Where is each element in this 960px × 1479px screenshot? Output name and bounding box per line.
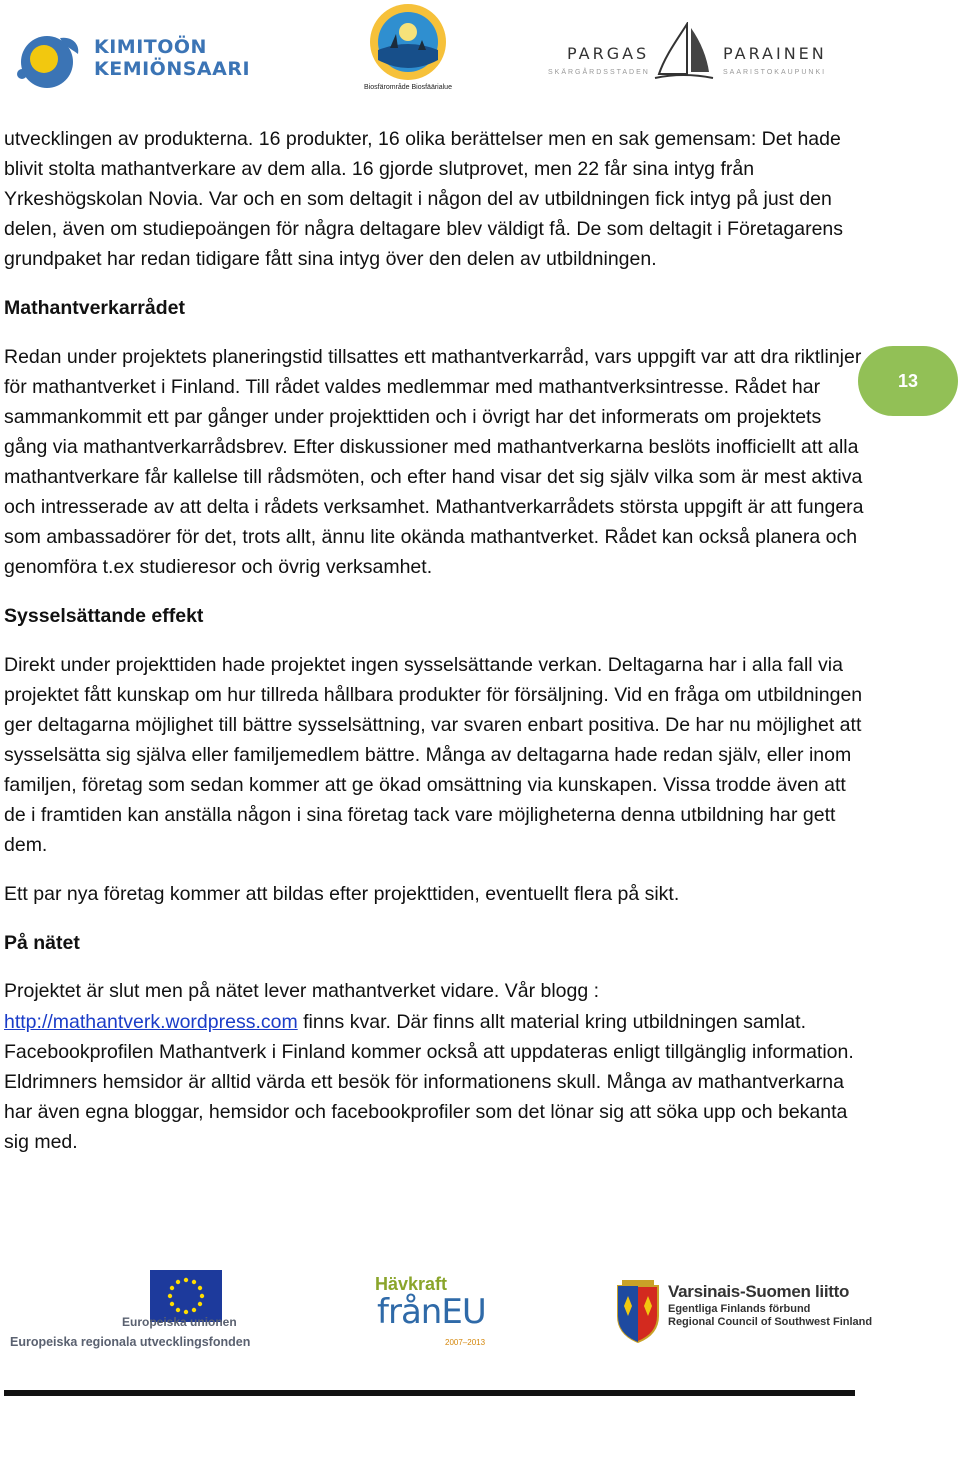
kimito-name-swedish: KIMITOÖN xyxy=(94,36,207,58)
biosphere-logo xyxy=(362,2,454,94)
section-heading-sysselsattande: Sysselsättande effekt xyxy=(4,605,204,628)
pargas-name: PARGAS xyxy=(567,44,650,63)
pargas-parainen-logo xyxy=(545,22,825,82)
parainen-subtitle: SAARISTOKAUPUNKI xyxy=(723,69,827,76)
biosphere-seal-icon xyxy=(362,2,454,86)
section-heading-pa-natet: På nätet xyxy=(4,931,80,954)
pargas-subtitle: SKÄRGÅRDSSTADEN xyxy=(548,69,650,76)
section-paragraph-mathantverkarradet: Redan under projektets planeringstid tillsattes ett mathantverkarråd, vars uppgift var att dra riktlinjer för mathantverket i Finland. Till rådet valdes medlemmar med mathantverksintresse. Rådet har sammankommit ett par gånger under projekttiden och i övrigt har det informerats om projektets gång via mathantverkarrådsbrev. Efter diskussioner med mathantverkarna beslöts inofficiellt att alla mathantverkare får kallelse till rådsmöten, och efter hand visar det sig själv vilka som är mest aktiva och intresserade av att delta i rådets verksamhet. Mathantverkarrådets största uppgift är att fungera som ambassadörer för det, trots allt, ännu lite okända mathantverket. Rådet kan också planera och genomföra t.ex studieresor och övrig verksamhet. xyxy=(4,345,864,579)
vsl-title: Varsinais-Suomen liitto xyxy=(668,1282,850,1301)
varsinais-suomen-liitto-logo xyxy=(614,1278,873,1354)
main-content xyxy=(4,124,864,1176)
parainen-name: PARAINEN xyxy=(723,44,827,63)
havkraft-main-text: frånEU xyxy=(377,1292,486,1332)
kimito-emblem-icon xyxy=(14,28,86,94)
eu-logo xyxy=(10,1270,251,1350)
page-header xyxy=(0,0,960,100)
havkraft-top-text: Hävkraft xyxy=(375,1274,448,1294)
footer-bar xyxy=(4,1390,855,1479)
blog-link[interactable]: http://mathantverk.wordpress.com xyxy=(4,1010,298,1033)
kimito-name-finnish: KEMIÖNSAARI xyxy=(94,58,251,80)
footer-logos xyxy=(0,1262,960,1362)
havkraft-years: 2007–2013 xyxy=(445,1338,486,1347)
eu-fund-name: Europeiska regionala utvecklingsfonden xyxy=(10,1335,251,1349)
kimito-logo xyxy=(14,28,249,94)
page-number-badge: 13 xyxy=(858,346,958,416)
section-heading-mathantverkarradet: Mathantverkarrådet xyxy=(4,297,185,320)
vsl-subtitle-english: Regional Council of Southwest Finland xyxy=(668,1316,873,1328)
section-paragraph-pa-natet xyxy=(4,976,864,1157)
biosphere-caption: Biosfärområde Biosfäärialue xyxy=(364,84,452,91)
section-paragraph-sysselsattande-1: Direkt under projekttiden hade projektet ingen sysselsättande verkan. Deltagarna har i alla fall via projektet fått kunskap om hur tillreda hållbara produkter för försäljning. Vid en fråga om utbildningen ger deltagarna möjlighet till bättre sysselsättning, var svaren enbart positiva. De har nu möjlighet att sysselsätta sig själva eller familjemedlem bättre. Många av deltagarna hade redan själv, eller inom familjen, företag som sedan kommer att ge ökad omsättning via kunskapen. Vissa trodde även att de i framtiden kan anställa någon i sina företag tack vare möjligheterna denna utbildning har gett dem. xyxy=(4,653,863,857)
coat-of-arms-icon xyxy=(614,1280,662,1344)
vsl-subtitle-swedish: Egentliga Finlands förbund xyxy=(668,1303,811,1315)
eu-name: Europeiska unionen xyxy=(122,1315,237,1329)
section-paragraph-sysselsattande-2: Ett par nya företag kommer att bildas efter projekttiden, eventuellt flera på sikt. xyxy=(4,883,680,906)
pa-natet-text-before-link: Projektet är slut men på nätet lever mathantverket vidare. Vår blogg : xyxy=(4,980,600,1003)
pa-natet-text-after-link: finns kvar. Där finns allt material kring utbildningen samlat. Facebookprofilen Mathantverk i Finland kommer också att uppdateras enligt tillgänglig information. Eldrimners hemsidor är alltid värda ett besök för informationens skull. Många av mathantverkarna har även egna bloggar, hemsidor och facebookprofiler som det lönar sig att söka upp och bekanta sig med. xyxy=(4,1010,854,1153)
havkraft-logo xyxy=(375,1274,495,1354)
intro-paragraph: utvecklingen av produkterna. 16 produkter, 16 olika berättelser men en sak gemensam: Det hade blivit stolta mathantverkare av dem alla. 16 gjorde slutprovet, men 22 får sina intyg från Yrkeshögskolan Novia. Var och en som deltagit i någon del av utbildningen fick intyg på just den delen, även om studiepoängen för några deltagare blev väldigt få. De som deltagit i Företagarens grundpaket har redan tidigare fått sina intyg över den delen av utbildningen. xyxy=(4,128,844,271)
sail-icon xyxy=(653,22,715,82)
